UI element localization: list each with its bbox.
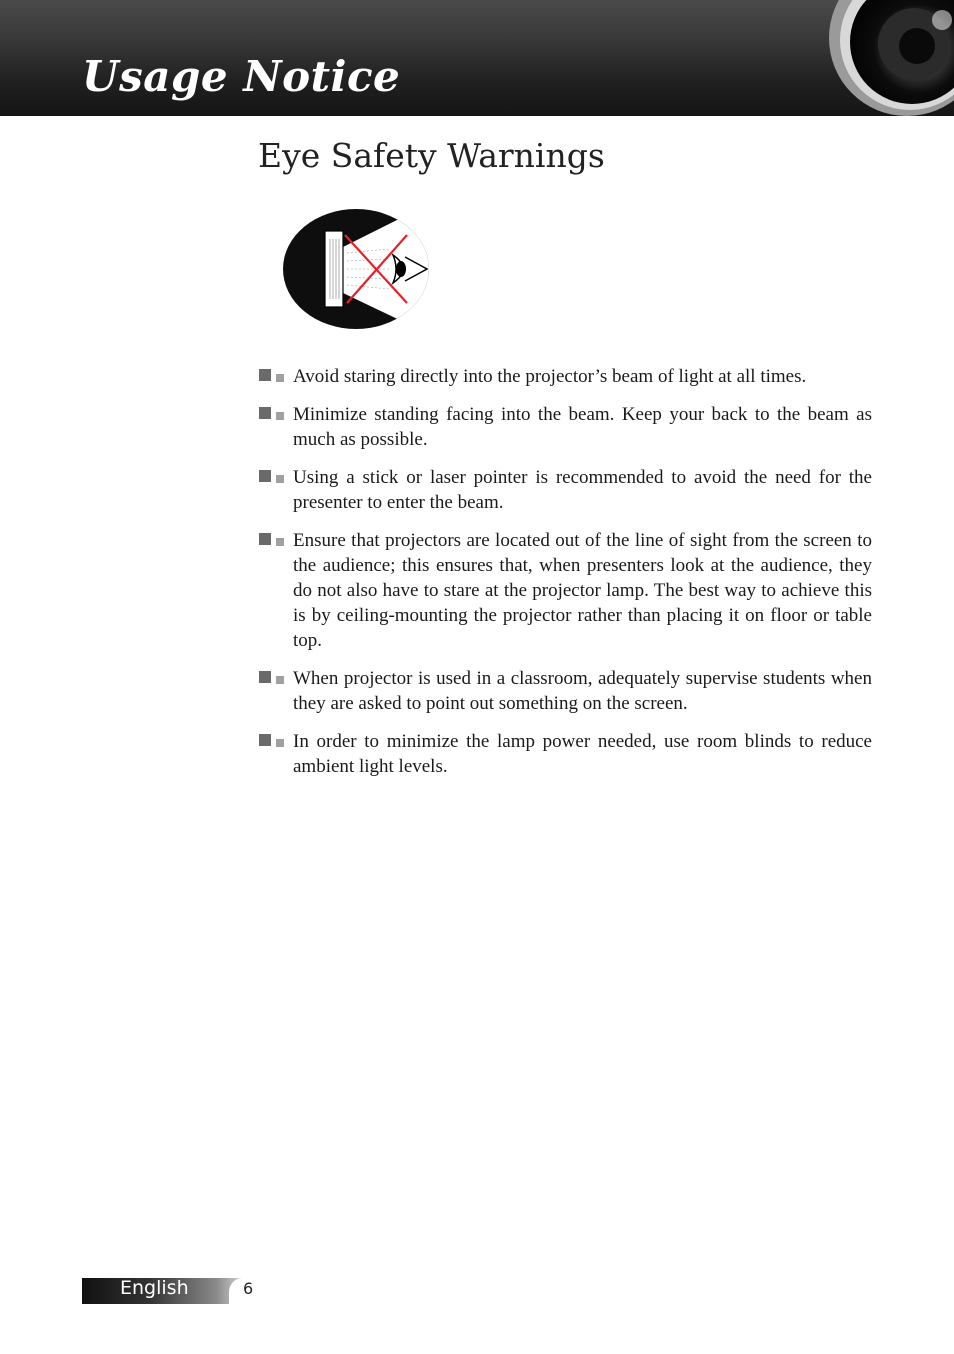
bullet-icon xyxy=(258,368,288,384)
list-item-text: Minimize standing facing into the beam. Keep your back to the beam as much as possible. xyxy=(293,404,872,450)
eye-safety-warning-icon xyxy=(281,207,431,331)
list-item xyxy=(258,729,872,779)
page-number: 6 xyxy=(243,1279,254,1298)
list-item xyxy=(258,364,872,389)
list-item-text: Ensure that projectors are located out of the line of sight from the screen to the audience; this ensures that, when presenters look at the audience, they do not also have to stare at the projector lamp. The best way to achieve this is by ceiling-mounting the projector rather than placing it on floor or table top. xyxy=(293,530,872,651)
list-item xyxy=(258,528,872,653)
bullet-icon xyxy=(258,733,288,749)
list-item-text: Using a stick or laser pointer is recommended to avoid the need for the presenter to enter the beam. xyxy=(293,467,872,513)
bullet-icon xyxy=(258,469,288,485)
list-item xyxy=(258,666,872,716)
bullet-icon xyxy=(258,406,288,422)
bullet-icon xyxy=(258,670,288,686)
list-item-text: In order to minimize the lamp power needed, use room blinds to reduce ambient light levels. xyxy=(293,731,872,777)
page-header xyxy=(0,0,954,116)
page-title: Usage Notice xyxy=(82,52,401,101)
list-item xyxy=(258,465,872,515)
projector-lens-icon xyxy=(822,0,954,116)
list-item-text: Avoid staring directly into the projector’s beam of light at all times. xyxy=(293,366,807,387)
warning-list xyxy=(258,364,872,792)
section-title: Eye Safety Warnings xyxy=(258,136,605,175)
list-item-text: When projector is used in a classroom, adequately supervise students when they are asked to point out something on the screen. xyxy=(293,668,872,714)
list-item xyxy=(258,402,872,452)
bullet-icon xyxy=(258,532,288,548)
footer-language: English xyxy=(120,1277,189,1299)
